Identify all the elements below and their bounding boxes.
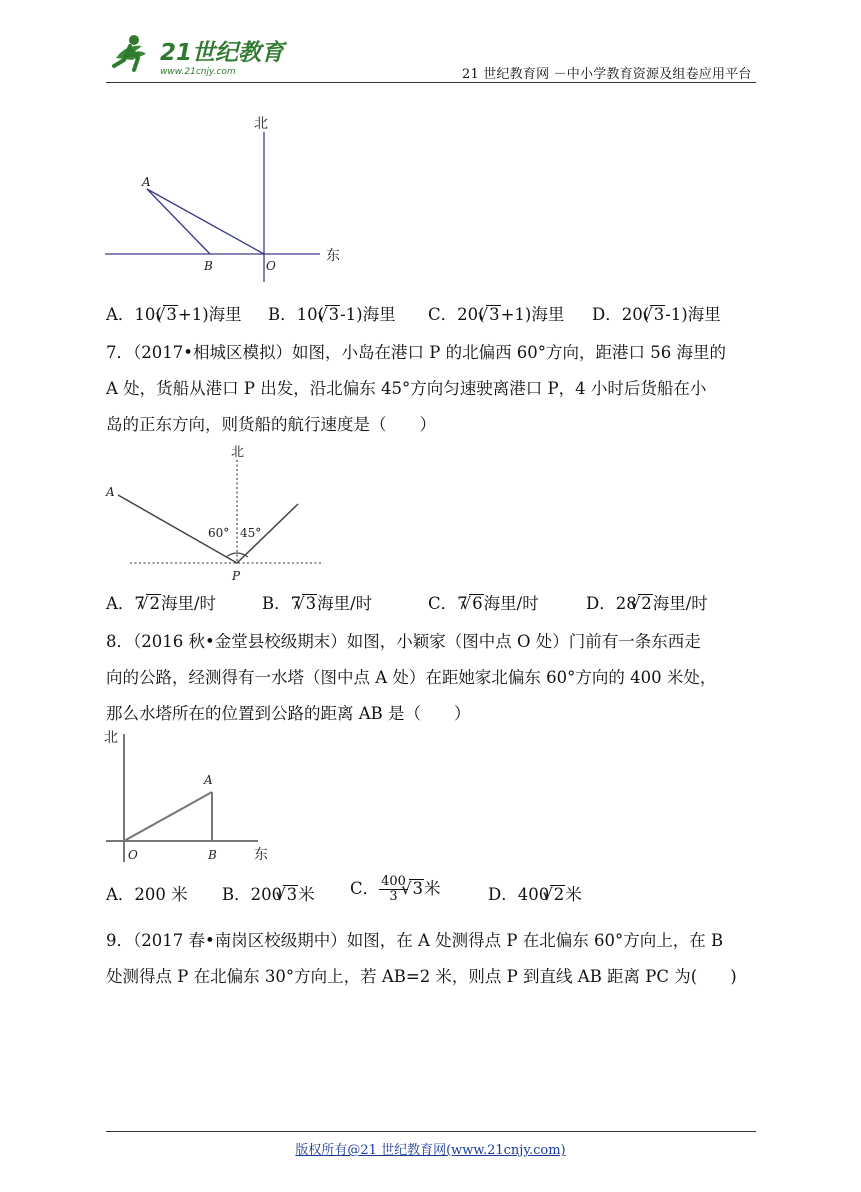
q7-option-a[interactable]: A．7√ 2海里/时	[106, 593, 216, 615]
footer-copyright-link[interactable]: 版权所有@21 世纪教育网(www.21cnjy.com)	[295, 1143, 566, 1158]
logo-text: 21世纪教育	[160, 40, 285, 66]
q9-line-1: 9．（2017 春•南岗区校级期中）如图，在 A 处测得点 P 在北偏东 60°方向上，在 B	[106, 931, 724, 950]
fig3-point-o: O	[128, 848, 138, 862]
q6-option-c[interactable]: C．20(√ 3+1)海里	[428, 304, 564, 326]
q8-option-d[interactable]: D．400√ 2米	[488, 884, 582, 906]
q8-option-c[interactable]: C． $\frac{400}{3}$ √ 3米	[350, 875, 440, 904]
figure-2	[100, 440, 330, 585]
q6-option-a[interactable]: A．10(√ 3+1)海里	[106, 304, 242, 326]
q7-line-2: A 处，货船从港口 P 出发，沿北偏东 45°方向匀速驶离港口 P，4 小时后货船在小	[106, 379, 707, 398]
fig2-angle-45: 45°	[240, 526, 262, 540]
figure-3	[100, 722, 280, 867]
footer-divider	[106, 1131, 756, 1132]
fig3-point-b: B	[208, 848, 217, 862]
q8-line-2: 向的公路，经测得有一水塔（图中点 A 处）在距她家北偏东 60°方向的 400 米处，	[106, 668, 717, 687]
q6-option-d[interactable]: D．20(√ 3-1)海里	[592, 304, 721, 326]
fig1-point-b: B	[204, 259, 213, 273]
q8-option-a[interactable]: A．200 米	[106, 885, 188, 904]
q7-line-1: 7．（2017•相城区模拟）如图，小岛在港口 P 的北偏西 60°方向，距港口 56 海里的	[106, 343, 727, 362]
fig2-angle-60: 60°	[208, 526, 230, 540]
q8-option-b[interactable]: B．200√ 3米	[222, 884, 315, 906]
fig2-point-a: A	[106, 485, 115, 499]
fig1-point-a: A	[142, 175, 151, 189]
q8-line-3: 那么水塔所在的位置到公路的距离 AB 是（ ）	[106, 704, 471, 723]
fig3-point-a: A	[204, 773, 213, 787]
fig1-east-label: 东	[326, 248, 340, 264]
fig3-east-label: 东	[254, 847, 268, 863]
fig3-north-label: 北	[104, 730, 118, 746]
fig1-point-o: O	[266, 259, 276, 273]
fig2-point-p: P	[232, 569, 241, 583]
site-logo	[108, 30, 288, 80]
q7-line-3: 岛的正东方向，则货船的航行速度是（ ）	[106, 415, 436, 434]
figure-1	[100, 110, 360, 285]
header-tagline: 21 世纪教育网 －中小学教育资源及组卷应用平台	[462, 67, 752, 82]
fig1-north-label: 北	[254, 116, 268, 132]
header-divider	[106, 82, 756, 83]
logo-url: www.21cnjy.com	[160, 67, 236, 77]
q7-option-c[interactable]: C．7√ 6海里/时	[428, 593, 539, 615]
fig2-north-label: 北	[231, 445, 245, 460]
q7-option-d[interactable]: D．28√ 2海里/时	[586, 593, 708, 615]
q6-option-b[interactable]: B．10(√ 3-1)海里	[268, 304, 396, 326]
q9-line-2: 处测得点 P 在北偏东 30°方向上，若 AB=2 米，则点 P 到直线 AB 距离 PC 为( )	[106, 967, 737, 986]
q8-line-1: 8．（2016 秋•金堂县校级期末）如图，小颖家（图中点 O 处）门前有一条东西走	[106, 632, 701, 651]
q7-option-b[interactable]: B．7√ 3海里/时	[262, 593, 372, 615]
q8-option-c-fraction: $\frac{400}{3}$	[381, 874, 406, 904]
